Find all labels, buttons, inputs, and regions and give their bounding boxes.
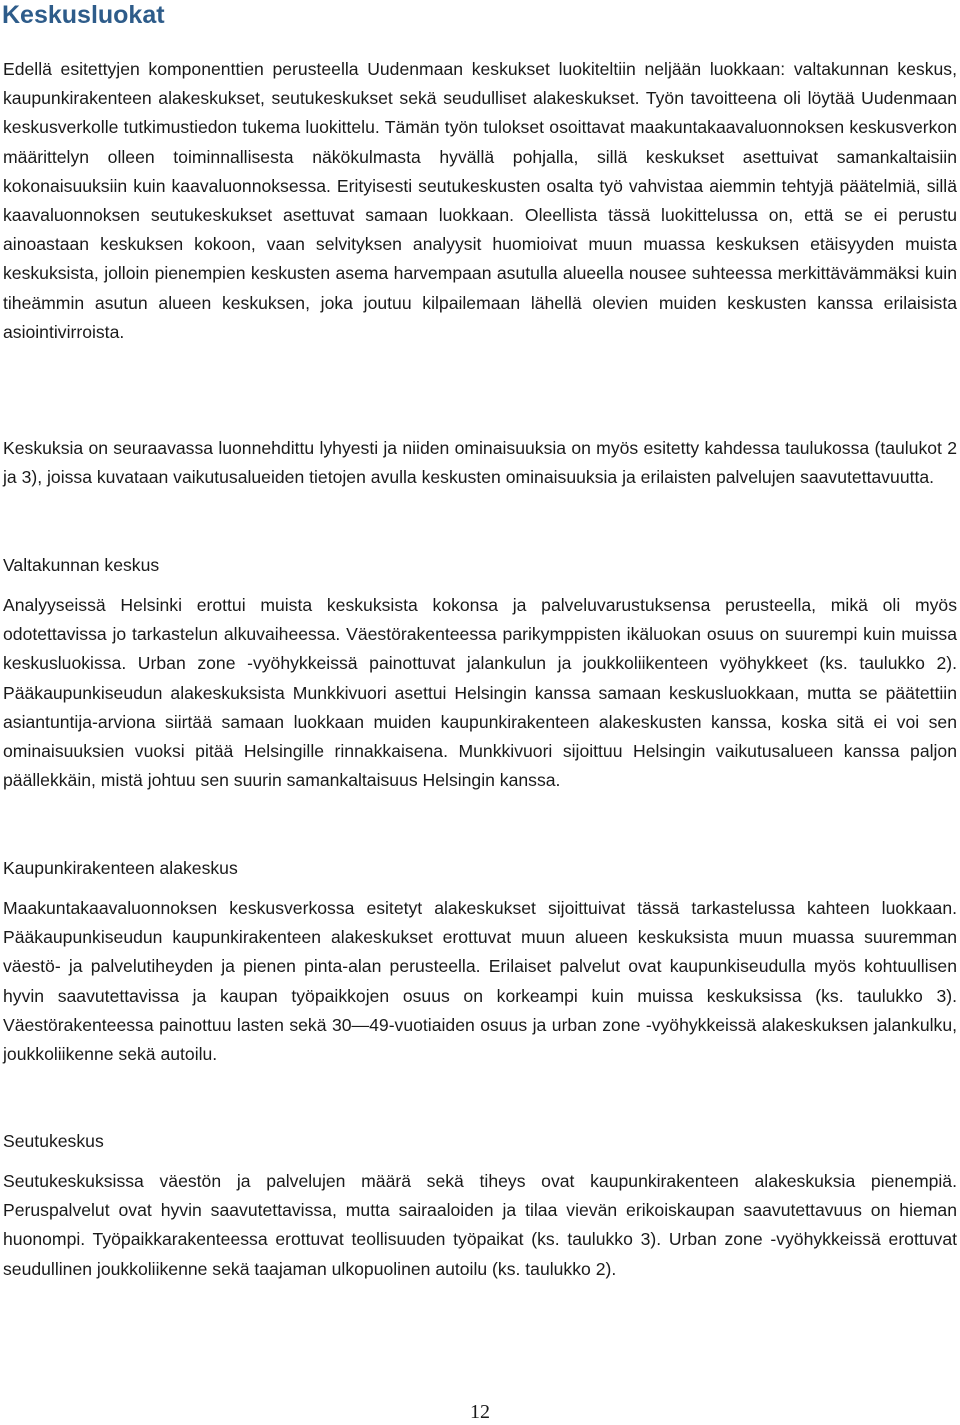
national-center-paragraph: Analyyseissä Helsinki erottui muista keskuksista kokonsa ja palveluvarustuksensa perusteella, mikä oli myös odotettavissa jo tarkastelun alkuvaiheessa. Väestörakenteessa parikymppisten ikäluokan osuus on suurempi kuin muissa keskusluokissa. Urban zone -vyöhykkeissä painottuvat jalankulun ja joukkoliikenteen vyöhykkeet (ks. taulukko 2). Pääkaupunkiseudun alakeskuksista Munkkivuori asettui Helsingin kanssa samaan keskusluokkaan, mutta se päätettiin asiantuntija-arviona siirtää samaan luokkaan muiden kaupunkirakenteen alakeskusten kanssa, koska sitä ei voi sen ominaisuuksien vuoksi pitää Helsingille rinnakkaisena. Munkkivuori sijoittuu Helsingin vaikutusalueen kanssa paljon päällekkäin, mistä johtuu sen suurin samankaltaisuus Helsingin kanssa. — [3, 595, 957, 791]
page-number: 12 — [470, 1401, 490, 1423]
page-title: Keskusluokat — [2, 1, 165, 29]
tables-paragraph: Keskuksia on seuraavassa luonnehdittu lyhyesti ja niiden ominaisuuksia on myös esitetty kahdessa taulukossa (taulukot 2 ja 3), joissa kuvataan vaikutusalueiden tietojen avulla keskusten ominaisuuksia ja erilaisten palvelujen saavutettavuutta. — [3, 438, 957, 488]
section-heading-regional-center: Seutukeskus — [3, 1131, 104, 1151]
section-heading-national-center: Valtakunnan keskus — [3, 555, 160, 575]
urban-subcenter-paragraph: Maakuntakaavaluonnoksen keskusverkossa esitetyt alakeskukset sijoittuivat tässä tarkastelussa kahteen luokkaan. Pääkaupunkiseudun kaupunkirakenteen alakeskukset erottuvat muun alueen keskuksista muun muassa suuremman väestö- ja palvelutiheyden ja pienen pinta-alan perusteella. Erilaiset palvelut ovat kaupunkiseudulla myös kohtuullisen hyvin saavutettavissa ja kaupan työpaikkojen osuus on korkeampi kuin muissa keskuksissa (ks. taulukko 3). Väestörakenteessa painottuu lasten sekä 30—49-vuotiaiden osuus ja urban zone -vyöhykkeissä alakeskuksen jalankulku, joukkoliikenne sekä autoilu. — [3, 898, 957, 1065]
intro-paragraph: Edellä esitettyjen komponenttien perusteella Uudenmaan keskukset luokiteltiin neljään luokkaan: valtakunnan keskus, kaupunkirakenteen alakeskukset, seutukeskukset sekä seudulliset alakeskukset. Työn tavoitteena oli löytää Uudenmaan keskusverkolle tutkimustiedon tukema luokittelu. Tämän työn tulokset osoittavat maakuntakaavaluonnoksen keskusverkon määrittelyn olleen toiminnallisesta näkökulmasta hyvällä pohjalla, sillä keskukset asettuivat samankaltaisiin kokonaisuuksiin kuin kaavaluonnoksessa. Erityisesti seutukeskusten osalta työ vahvistaa aiemmin tehtyjä päätelmiä, sillä kaavaluonnoksen seutukeskukset asettuvat samaan luokkaan. Oleellista tässä luokittelussa on, että se ei perustu ainoastaan keskuksen kokoon, vaan selvityksen analyysit huomioivat muun muassa keskuksen etäisyyden muista keskuksista, jolloin pienempien keskusten asema harvempaan asutulla alueella nousee suhteessa merkittävämmäksi kuin tiheämmin asutun alueen keskuksen, joka joutuu kilpailemaan lähellä olevien muiden keskusten kanssa erilaisista asiointivirroista. — [3, 59, 957, 342]
regional-center-paragraph: Seutukeskuksissa väestön ja palvelujen määrä sekä tiheys ovat kaupunkirakenteen alakeskuksia pienempiä. Peruspalvelut ovat hyvin saavutettavissa, mutta sairaaloiden ja tilaa vievän erikoiskaupan saavutettavuus on hieman huonompi. Työpaikkarakenteessa erottuvat teollisuuden työpaikat (ks. taulukko 3). Urban zone -vyöhykkeissä erottuvat seudullinen joukkoliikenne sekä taajaman ulkopuolinen autoilu (ks. taulukko 2). — [3, 1171, 957, 1279]
section-heading-urban-subcenter: Kaupunkirakenteen alakeskus — [3, 858, 238, 878]
